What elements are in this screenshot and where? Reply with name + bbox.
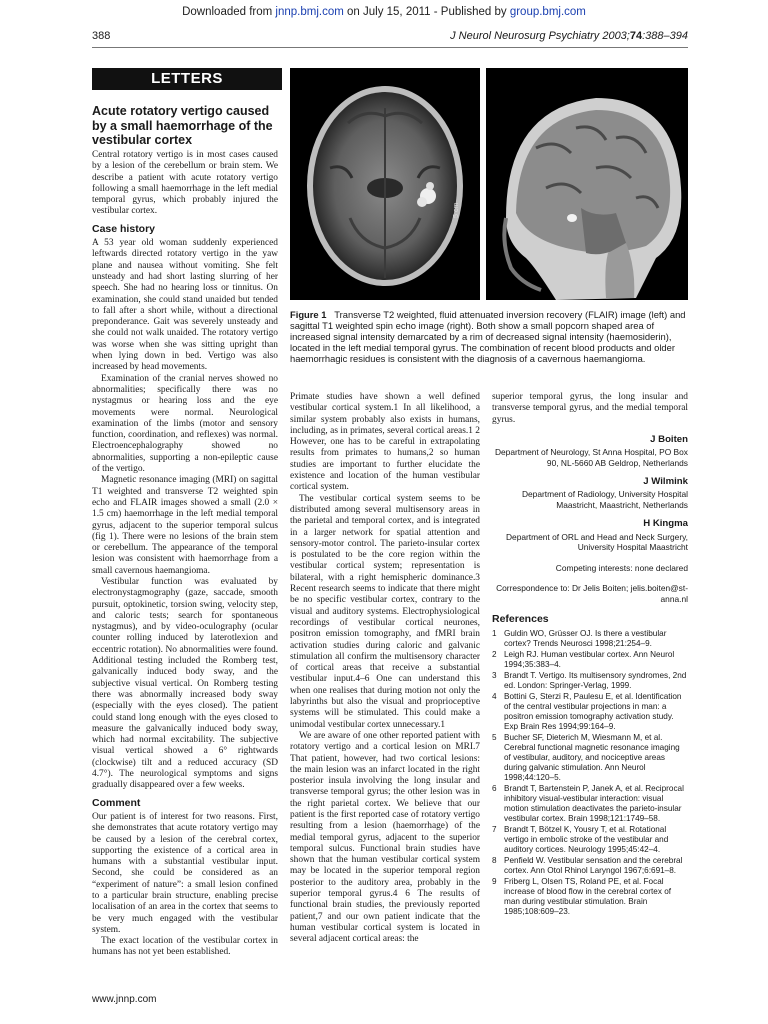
banner-mid: on July 15, 2011 - Published by bbox=[343, 6, 510, 18]
body-paragraph: The vestibular cortical system seems to be distributed among several multisensory areas in the parietal and temporal cortex, and is integrated in a larger network for spatial attention and sensory-motor control. The parieto-insular cortex is postulated to be the core region within the vestibular cortical system; representation is bilateral, with a right hemispheric dominance.3 Recent research seems to indicate that there might be no specific vestibular cortex, contrary to the visual and auditory systems. Electrophysiological recordings of vestibular cortical neurones, positron emission tomography, and fMRI brain activation studies during caloric and galvanic stimulation all confirm the multisensory character of cortical areas that receive a substantial vestibular input.4–6 One can understand this when one realises that during motion not only the labyrinths but also the visual and proprioceptive systems will be stimulated. This could make a unimodal vestibular cortex unnecessary.1 bbox=[290, 493, 480, 730]
case-history-heading: Case history bbox=[92, 222, 156, 235]
abstract: Central rotatory vertigo is in most cases caused by a lesion of the cerebellum or brain stem. We describe a patient with acute rotatory vertigo following a small haemorrhage in the left medial temporal gyrus, which probably injured the vestibular cortex. bbox=[92, 150, 278, 217]
author-name: H Kingma bbox=[643, 518, 688, 530]
case-paragraph: Vestibular function was evaluated by electronystagmography (gaze, saccade, smooth pursuit, optokinetic, torsion swing, velocity step, and caloric tests; search for spontaneous nystagmus), and by video-oculography (ocular counter rolling induced by laterotlexion and eccentric rotation). No abnormalities were found. Additional testing included the Romberg test, galvanically induced body sway, and the subjective visual vertical. On Romberg testing there was abnormally increased body sway (especially with the eyes closed). The patient could stand long enough with the eyes closed to measure the galvanically induced body sway, which had normal excitability. The subjective visual vertical showed a 6° rightwards (clockwise) tilt and a reduced accuracy (SD 4.7°). The neurological symptoms and signs gradually disappeared over a few weeks. bbox=[92, 576, 278, 791]
case-paragraph: A 53 year old woman suddenly experienced leftwards directed rotatory vertigo in the yaw plane and nausea without vomiting. She felt unsteady and had short lasting slurring of her speech. She had no hearing loss or tinnitus. On examination, she could stand unaided but tended to fall after a short while, without a directional preponderance. Gait was severely unsteady and she could not walk unaided. The rotatory vertigo was worse when she was sitting upright than when lying down in bed. Vertigo was also increased by head movements. bbox=[92, 238, 278, 373]
competing-interests: Competing interests: none declared bbox=[555, 562, 688, 573]
reference-item bbox=[492, 692, 688, 732]
author-affiliation: Department of Neurology, St Anna Hospital, PO Box 90, NL-5660 AB Geldrop, Netherlands bbox=[494, 447, 688, 468]
group-link[interactable]: group.bmj.com bbox=[509, 6, 586, 18]
reference-number: 1 bbox=[492, 628, 497, 638]
reference-text: Leigh RJ. Human vestibular cortex. Ann Neurol 1994;35:383–4. bbox=[504, 649, 675, 669]
reference-number: 9 bbox=[492, 876, 497, 886]
figure-caption-text: Transverse T2 weighted, fluid attenuated inversion recovery (FLAIR) image (left) and sagittal T1 weighted spin echo image (right). Both show a small popcorn shaped area of increased signal intensity demarcated by a rim of decreased signal intensity (haemosiderin), located in the left medial temporal gyrus. The combination of recent blood products and older haemorrhagic residues is consistent with the diagnosis of a cavernous haemangioma. bbox=[290, 309, 686, 364]
jnnp-link[interactable]: jnnp.bmj.com bbox=[275, 6, 344, 18]
journal-volume: 74 bbox=[629, 30, 643, 42]
column-middle bbox=[290, 392, 480, 946]
reference-text: Friberg L, Olsen TS, Roland PE, et al. Focal increase of blood flow in the cerebral cortex of man during vestibular stimulation. Brain 1985;108:609–23. bbox=[504, 876, 672, 916]
body-paragraph: We are aware of one other reported patient with rotatory vertigo and a cortical lesion on MRI.7 That patient, however, had two cortical lesions: the main lesion was an infarct located in the right posterior insula involving the long insular and transverse temporal gyrus; the other lesion was in the right parietal cortex. We believe that our patient is the first reported case of rotatory vertigo resulting from a lesion (haemorrhage) of the medial temporal gyrus, adjacent to the superior temporal sulcus. Functional brain studies have shown that the human vestibular cortical system may be located in the superior temporal region posterior to the auditory area, probably in the superior temporal gyrus.4 6 The results of functional brain studies, the previously reported patient,7 and our own patient indicate that the human vestibular cortical system is located in several adjacent cortical areas: the bbox=[290, 730, 480, 945]
reference-text: Guldin WO, Grüsser OJ. Is there a vestibular cortex? Trends Neurosci 1998;21:254–9. bbox=[504, 628, 667, 648]
reference-number: 5 bbox=[492, 732, 497, 742]
reference-number: 7 bbox=[492, 824, 497, 834]
reference-number: 4 bbox=[492, 691, 497, 701]
author-name: J Wilmink bbox=[643, 476, 688, 488]
case-paragraph: Magnetic resonance imaging (MRI) on sagittal T1 weighted and transverse T2 weighted spin echo and FLAIR images showed a small (2.0 × 1.5 cm) haemorrhage in the left medial temporal gyrus, adjacent to the superior temporal sulcus (fig 1). There were no lesions of the brain stem or cerebellum. The appearance of the temporal lesion was consistent with haemorrhage from a small cavernous haemangioma. bbox=[92, 475, 278, 576]
comment-paragraph: The exact location of the vestibular cortex in humans has not yet been established. bbox=[92, 936, 278, 958]
mri-sagittal-image bbox=[486, 68, 688, 300]
column-left bbox=[92, 150, 278, 959]
reference-text: Bucher SF, Dieterich M, Wiesmann M, et al. Cerebral functional magnetic resonance imaging of vestibular, auditory, and nociceptive areas during galvanic stimulation. Ann Neurol 1998;44:120–5. bbox=[504, 732, 680, 782]
reference-number: 2 bbox=[492, 649, 497, 659]
references-heading: References bbox=[492, 613, 549, 626]
brain-sagittal-scan bbox=[486, 68, 688, 300]
reference-text: Bottini G, Sterzi R, Paulesu E, et al. Identification of the central vestibular projections in man: a positron emission tomography activation study. Exp Brain Res 1994;99:164–9. bbox=[504, 691, 682, 731]
scale-label: 5 cm bbox=[453, 202, 460, 218]
reference-item bbox=[492, 856, 688, 876]
author-affiliation: Department of Radiology, University Hospital Maastricht, Maastricht, Netherlands bbox=[521, 489, 688, 510]
journal-name: J Neurol Neurosurg Psychiatry 2003; bbox=[450, 30, 630, 42]
mri-transverse-image bbox=[290, 68, 480, 300]
reference-text: Penfield W. Vestibular sensation and the cerebral cortex. Ann Otol Rhinol Laryngol 1967;6:691–8. bbox=[504, 855, 683, 875]
reference-item bbox=[492, 733, 688, 783]
reference-item bbox=[492, 825, 688, 855]
correspondence: Correspondence to: Dr Jelis Boiten; jelis.boiten@st-anna.nl bbox=[496, 583, 688, 604]
article-title: Acute rotatory vertigo caused by a small haemorrhage of the vestibular cortex bbox=[92, 104, 273, 147]
reference-text: Brandt T. Vertigo. Its multisensory syndromes, 2nd ed. London: Springer-Verlag, 1999. bbox=[504, 670, 687, 690]
column-right bbox=[492, 392, 688, 918]
reference-item bbox=[492, 877, 688, 917]
comment-paragraph: Our patient is of interest for two reasons. First, she demonstrates that acute rotatory vertigo may be caused by a lesion of the cerebral cortex, supporting the existence of a cortical area in humans with a substantial vestibular input. Second, she could be considered as an “experiment of nature”: a small lesion confined to a particular brain structure, enabling precise localisation of an area in the cortex that seems to be very much engaged with the vestibular system. bbox=[92, 811, 278, 935]
reference-number: 8 bbox=[492, 855, 497, 865]
footer-url[interactable]: www.jnnp.com bbox=[92, 994, 157, 1005]
body-paragraph: Primate studies have shown a well defined vestibular cortical system.1 In all likelihood, a similar system probably also exists in humans, including, as in primates, several cortical areas.1 2 However, one has to be careful in extrapolating results from primates to humans,2 so human studies are important to further elucidate the existence and location of the human vestibular cortical system. bbox=[290, 392, 480, 493]
comment-heading: Comment bbox=[92, 796, 141, 809]
journal-pages: :388–394 bbox=[642, 30, 688, 42]
banner-prefix: Downloaded from bbox=[182, 6, 276, 18]
download-banner bbox=[0, 6, 768, 18]
header-rule bbox=[92, 47, 688, 48]
brain-axial-scan bbox=[290, 68, 480, 300]
section-label: LETTERS bbox=[92, 68, 282, 90]
reference-item bbox=[492, 671, 688, 691]
reference-text: Brandt T, Bartenstein P, Janek A, et al. Reciprocal inhibitory visual-vestibular interaction: visual motion stimulation deactivates the parieto-insular vestibular cortex. Brain 1998;121:1749–58. bbox=[504, 783, 684, 823]
case-paragraph: Examination of the cranial nerves showed no abnormalities; specifically there was no nystagmus or hearing loss and the eye movements were normal. Neurological examination of the limbs (motor and sensory function, coordination, and reflexes) was normal. Electroencephalography showed no abnormalities, supporting a non-epileptic cause of the vertigo. bbox=[92, 373, 278, 475]
reference-number: 3 bbox=[492, 670, 497, 680]
reference-number: 6 bbox=[492, 783, 497, 793]
author-affiliation: Department of ORL and Head and Neck Surgery, University Hospital Maastricht bbox=[505, 531, 688, 553]
body-paragraph: superior temporal gyrus, the long insular and transverse temporal gyrus, and the medial temporal gyrus. bbox=[492, 392, 688, 425]
reference-text: Brandt T, Bötzel K, Yousry T, et al. Rotational vertigo in embolic stroke of the vestibular and auditory cortices. Neurology 1995;45:42–4. bbox=[504, 824, 669, 854]
reference-list bbox=[492, 629, 688, 917]
author-name: J Boiten bbox=[650, 433, 688, 445]
reference-item bbox=[492, 784, 688, 824]
reference-item bbox=[492, 629, 688, 649]
figure-caption bbox=[290, 309, 688, 364]
journal-citation bbox=[450, 30, 688, 42]
reference-item bbox=[492, 650, 688, 670]
figure-label: Figure 1 bbox=[290, 309, 327, 320]
page-number: 388 bbox=[92, 30, 111, 42]
